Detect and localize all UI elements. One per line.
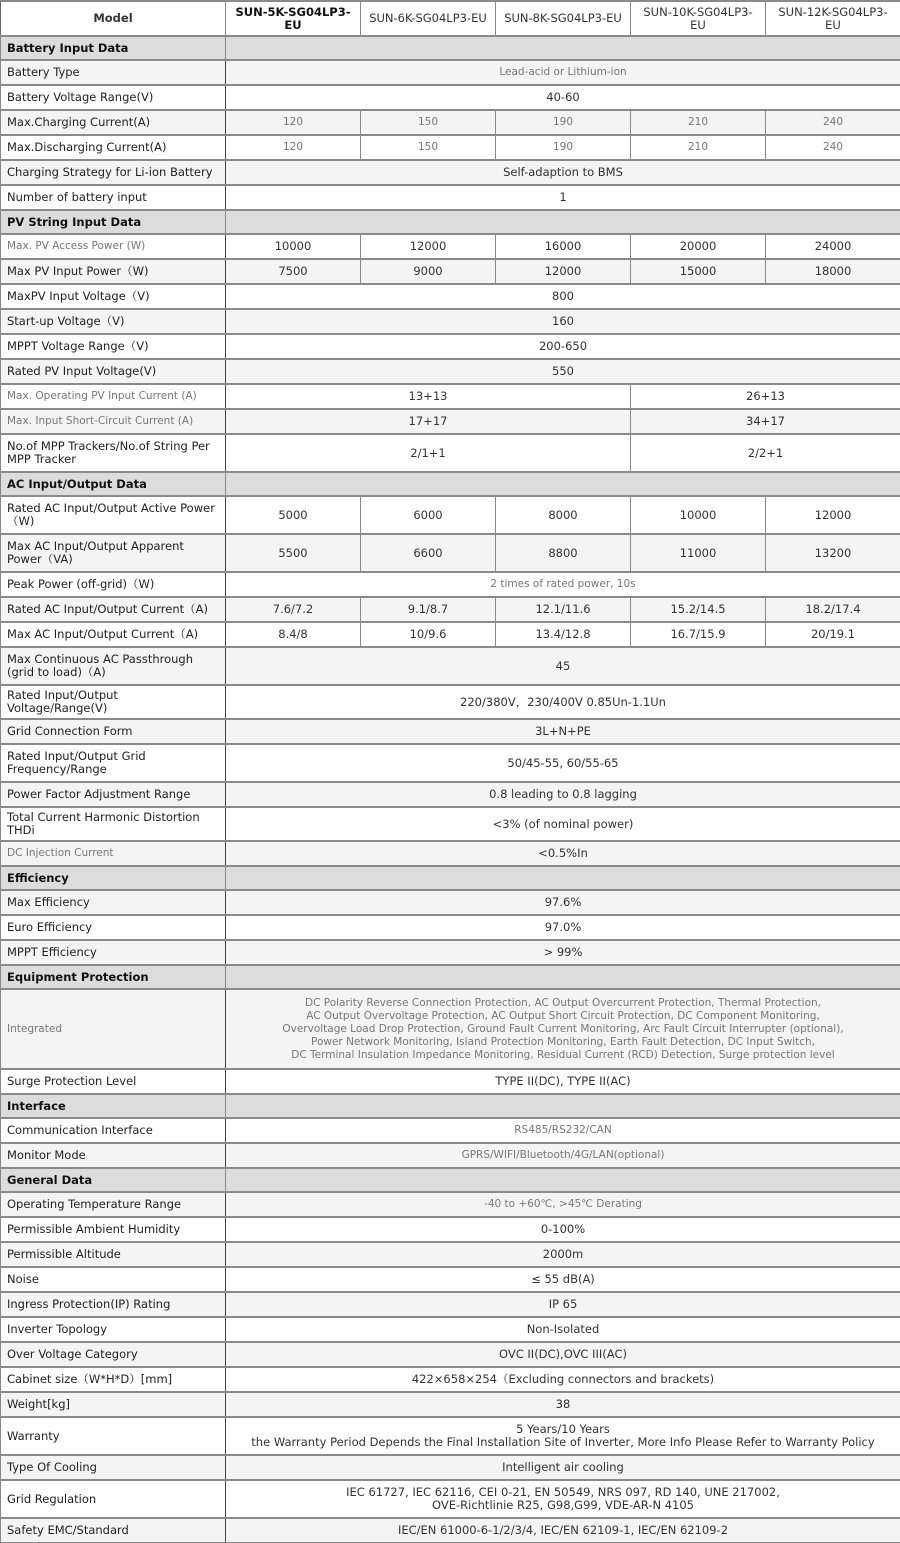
row-value: 120 — [226, 135, 361, 160]
row-label: Peak Power (off-grid)（W) — [1, 572, 226, 597]
row-value: 2 times of rated power, 10s — [226, 572, 900, 597]
table-row — [1, 1317, 900, 1342]
row-label: Power Factor Adjustment Range — [1, 782, 226, 807]
row-label: Max.Discharging Current(A) — [1, 135, 226, 160]
row-label: Noise — [1, 1267, 226, 1292]
row-label: Max Continuous AC Passthrough (grid to load)（A) — [1, 647, 226, 685]
table-row — [1, 309, 900, 334]
table-row — [1, 334, 900, 359]
section-title: General Data — [1, 1168, 226, 1192]
header-row — [1, 1, 900, 36]
row-value: 120 — [226, 110, 361, 135]
row-label: Safety EMC/Standard — [1, 1518, 226, 1543]
table-row — [1, 135, 900, 160]
row-value: 6000 — [361, 496, 496, 534]
table-row — [1, 1143, 900, 1168]
section-title: PV String Input Data — [1, 210, 226, 234]
row-value: 550 — [226, 359, 900, 384]
row-value: 5000 — [226, 496, 361, 534]
row-value: 40-60 — [226, 85, 900, 110]
model-column-10k: SUN-10K-SG04LP3- EU — [631, 1, 766, 36]
row-value: 5 Years/10 Years the Warranty Period Depends the Final Installation Site of Inverter, More Info Please Refer to Warranty Policy — [226, 1417, 900, 1455]
table-row — [1, 496, 900, 534]
row-value: 220/380V，230/400V 0.85Un-1.1Un — [226, 685, 900, 719]
row-value: 10000 — [226, 234, 361, 259]
table-row — [1, 1518, 900, 1543]
table-row — [1, 85, 900, 110]
row-value: 12000 — [496, 259, 631, 284]
table-row — [1, 940, 900, 965]
row-value: ≤ 55 dB(A) — [226, 1267, 900, 1292]
row-value: 5500 — [226, 534, 361, 572]
row-value: DC Polarity Reverse Connection Protection, AC Output Overcurrent Protection, Thermal Protection, AC Output Overvoltage Protection, AC Output Short Circuit Protection, DC Component Monitoring, Overvoltage Load Drop Protection, Ground Fault Current Monitoring, Arc Fault Circuit Interrupter (optional), Power Network Monitoring, Island Protection Monitoring, Earth Fault Detection, DC Input Switch, DC Terminal Insulation Impedance Monitoring, Residual Current (RCD) Detection, Surge protection level — [226, 989, 900, 1069]
table-row — [1, 1217, 900, 1242]
row-label: Total Current Harmonic Distortion THDi — [1, 807, 226, 841]
section-title: AC Input/Output Data — [1, 472, 226, 496]
row-label: Inverter Topology — [1, 1317, 226, 1342]
row-label: MPPT Efficiency — [1, 940, 226, 965]
row-value: > 99% — [226, 940, 900, 965]
section-pv — [1, 210, 900, 234]
table-row — [1, 989, 900, 1069]
row-value: 97.6% — [226, 890, 900, 915]
row-value: 24000 — [766, 234, 900, 259]
row-value: 45 — [226, 647, 900, 685]
table-row — [1, 1192, 900, 1217]
row-label: Rated PV Input Voltage(V) — [1, 359, 226, 384]
table-row — [1, 719, 900, 744]
row-value: <0.5%In — [226, 841, 900, 866]
row-label: Max PV Input Power（W) — [1, 259, 226, 284]
row-value: GPRS/WIFI/Bluetooth/4G/LAN(optional) — [226, 1143, 900, 1168]
row-value: 15.2/14.5 — [631, 597, 766, 622]
row-value: Self-adaption to BMS — [226, 160, 900, 185]
row-label: Euro Efficiency — [1, 915, 226, 940]
row-value: 10000 — [631, 496, 766, 534]
table-row — [1, 1267, 900, 1292]
table-row — [1, 234, 900, 259]
table-row — [1, 1455, 900, 1480]
table-row — [1, 259, 900, 284]
row-value: 0-100% — [226, 1217, 900, 1242]
model-header: Model — [1, 1, 226, 36]
table-row — [1, 185, 900, 210]
row-label: Max. Input Short-Circuit Current (A) — [1, 409, 226, 434]
row-value: 210 — [631, 110, 766, 135]
row-value: 200-650 — [226, 334, 900, 359]
section-interface — [1, 1094, 900, 1118]
row-value: 12000 — [361, 234, 496, 259]
row-label: Monitor Mode — [1, 1143, 226, 1168]
row-label: Number of battery input — [1, 185, 226, 210]
row-value: Intelligent air cooling — [226, 1455, 900, 1480]
row-value: 150 — [361, 110, 496, 135]
row-value: IP 65 — [226, 1292, 900, 1317]
row-value: Non-Isolated — [226, 1317, 900, 1342]
row-label: Max. PV Access Power (W) — [1, 234, 226, 259]
row-value: 10/9.6 — [361, 622, 496, 647]
table-row — [1, 1069, 900, 1094]
section-battery — [1, 36, 900, 60]
model-column-12k: SUN-12K-SG04LP3- EU — [766, 1, 900, 36]
row-value: 7.6/7.2 — [226, 597, 361, 622]
row-label: Battery Type — [1, 60, 226, 85]
table-row — [1, 434, 900, 472]
row-value: 3L+N+PE — [226, 719, 900, 744]
section-title: Efficiency — [1, 866, 226, 890]
row-value: 12000 — [766, 496, 900, 534]
row-label: Battery Voltage Range(V) — [1, 85, 226, 110]
row-value: 8.4/8 — [226, 622, 361, 647]
row-value: 18000 — [766, 259, 900, 284]
row-label: Rated Input/Output Grid Frequency/Range — [1, 744, 226, 782]
section-title: Battery Input Data — [1, 36, 226, 60]
row-label: Operating Temperature Range — [1, 1192, 226, 1217]
row-value: 34+17 — [631, 409, 900, 434]
table-row — [1, 841, 900, 866]
row-label: Grid Connection Form — [1, 719, 226, 744]
model-column-6k: SUN-6K-SG04LP3-EU — [361, 1, 496, 36]
row-value: 13200 — [766, 534, 900, 572]
row-label: Permissible Altitude — [1, 1242, 226, 1267]
row-value: 13.4/12.8 — [496, 622, 631, 647]
table-row — [1, 1342, 900, 1367]
section-ac — [1, 472, 900, 496]
row-value: 8000 — [496, 496, 631, 534]
row-value: 1 — [226, 185, 900, 210]
row-value: 13+13 — [226, 384, 631, 409]
section-efficiency — [1, 866, 900, 890]
row-value: TYPE II(DC), TYPE II(AC) — [226, 1069, 900, 1094]
table-row — [1, 915, 900, 940]
row-value: 2/1+1 — [226, 434, 631, 472]
table-row — [1, 160, 900, 185]
row-label: Integrated — [1, 989, 226, 1069]
table-row — [1, 359, 900, 384]
row-label: Permissible Ambient Humidity — [1, 1217, 226, 1242]
row-value: 0.8 leading to 0.8 lagging — [226, 782, 900, 807]
model-column-5k: SUN-5K-SG04LP3-EU — [226, 1, 361, 36]
row-label: Rated AC Input/Output Active Power（W) — [1, 496, 226, 534]
row-label: DC Injection Current — [1, 841, 226, 866]
row-label: Grid Regulation — [1, 1480, 226, 1518]
row-label: Max Efficiency — [1, 890, 226, 915]
row-label: Start-up Voltage（V) — [1, 309, 226, 334]
row-value: IEC 61727, IEC 62116, CEI 0-21, EN 50549, NRS 097, RD 140, UNE 217002, OVE-Richtlinie R25, G98,G99, VDE-AR-N 4105 — [226, 1480, 900, 1518]
table-row — [1, 597, 900, 622]
row-value: 2/2+1 — [631, 434, 900, 472]
row-value: RS485/RS232/CAN — [226, 1118, 900, 1143]
table-row — [1, 1392, 900, 1417]
row-value: IEC/EN 61000-6-1/2/3/4, IEC/EN 62109-1, IEC/EN 62109-2 — [226, 1518, 900, 1543]
table-row — [1, 647, 900, 685]
row-value: 190 — [496, 110, 631, 135]
row-label: Rated AC Input/Output Current（A) — [1, 597, 226, 622]
table-row — [1, 807, 900, 841]
table-row — [1, 1242, 900, 1267]
table-row — [1, 685, 900, 719]
row-value: 12.1/11.6 — [496, 597, 631, 622]
row-value: 9.1/8.7 — [361, 597, 496, 622]
row-value: 422×658×254（Excluding connectors and brackets) — [226, 1367, 900, 1392]
row-value: 240 — [766, 135, 900, 160]
table-row — [1, 284, 900, 309]
row-label: Communication Interface — [1, 1118, 226, 1143]
row-label: Ingress Protection(IP) Rating — [1, 1292, 226, 1317]
table-row — [1, 1417, 900, 1455]
row-value: 38 — [226, 1392, 900, 1417]
row-label: Warranty — [1, 1417, 226, 1455]
row-label: No.of MPP Trackers/No.of String Per MPP Tracker — [1, 434, 226, 472]
row-value: 18.2/17.4 — [766, 597, 900, 622]
row-value: 190 — [496, 135, 631, 160]
table-row — [1, 890, 900, 915]
model-column-8k: SUN-8K-SG04LP3-EU — [496, 1, 631, 36]
table-row — [1, 622, 900, 647]
row-value: 17+17 — [226, 409, 631, 434]
section-protection — [1, 965, 900, 989]
row-label: Over Voltage Category — [1, 1342, 226, 1367]
row-value: 20/19.1 — [766, 622, 900, 647]
row-label: MaxPV Input Voltage（V) — [1, 284, 226, 309]
row-label: Max.Charging Current(A) — [1, 110, 226, 135]
row-value: 9000 — [361, 259, 496, 284]
row-value: 97.0% — [226, 915, 900, 940]
row-value: 2000m — [226, 1242, 900, 1267]
table-row — [1, 1367, 900, 1392]
table-row — [1, 1480, 900, 1518]
row-value: 20000 — [631, 234, 766, 259]
row-value: 11000 — [631, 534, 766, 572]
section-general — [1, 1168, 900, 1192]
row-label: Max AC Input/Output Current（A) — [1, 622, 226, 647]
row-label: Surge Protection Level — [1, 1069, 226, 1094]
row-value: 6600 — [361, 534, 496, 572]
row-value: Lead-acid or Lithium-ion — [226, 60, 900, 85]
row-value: 8800 — [496, 534, 631, 572]
table-row — [1, 384, 900, 409]
row-value: 16.7/15.9 — [631, 622, 766, 647]
row-value: 50/45-55, 60/55-65 — [226, 744, 900, 782]
row-label: Type Of Cooling — [1, 1455, 226, 1480]
row-label: MPPT Voltage Range（V) — [1, 334, 226, 359]
row-value: 7500 — [226, 259, 361, 284]
row-label: Cabinet size（W*H*D）[mm] — [1, 1367, 226, 1392]
table-row — [1, 409, 900, 434]
row-value: <3% (of nominal power) — [226, 807, 900, 841]
row-value: 160 — [226, 309, 900, 334]
row-value: 15000 — [631, 259, 766, 284]
table-row — [1, 534, 900, 572]
table-row — [1, 782, 900, 807]
section-title: Equipment Protection — [1, 965, 226, 989]
table-row — [1, 572, 900, 597]
table-row — [1, 1118, 900, 1143]
row-label: Weight[kg] — [1, 1392, 226, 1417]
row-value: -40 to +60℃, >45℃ Derating — [226, 1192, 900, 1217]
row-value: OVC II(DC),OVC III(AC) — [226, 1342, 900, 1367]
table-row — [1, 60, 900, 85]
row-value: 800 — [226, 284, 900, 309]
row-value: 26+13 — [631, 384, 900, 409]
row-value: 240 — [766, 110, 900, 135]
row-label: Rated Input/Output Voltage/Range(V) — [1, 685, 226, 719]
table-row — [1, 110, 900, 135]
row-value: 210 — [631, 135, 766, 160]
table-row — [1, 1292, 900, 1317]
row-value: 150 — [361, 135, 496, 160]
row-value: 16000 — [496, 234, 631, 259]
row-label: Max AC Input/Output Apparent Power（VA) — [1, 534, 226, 572]
row-label: Charging Strategy for Li-ion Battery — [1, 160, 226, 185]
section-title: Interface — [1, 1094, 226, 1118]
table-row — [1, 744, 900, 782]
row-label: Max. Operating PV Input Current (A) — [1, 384, 226, 409]
